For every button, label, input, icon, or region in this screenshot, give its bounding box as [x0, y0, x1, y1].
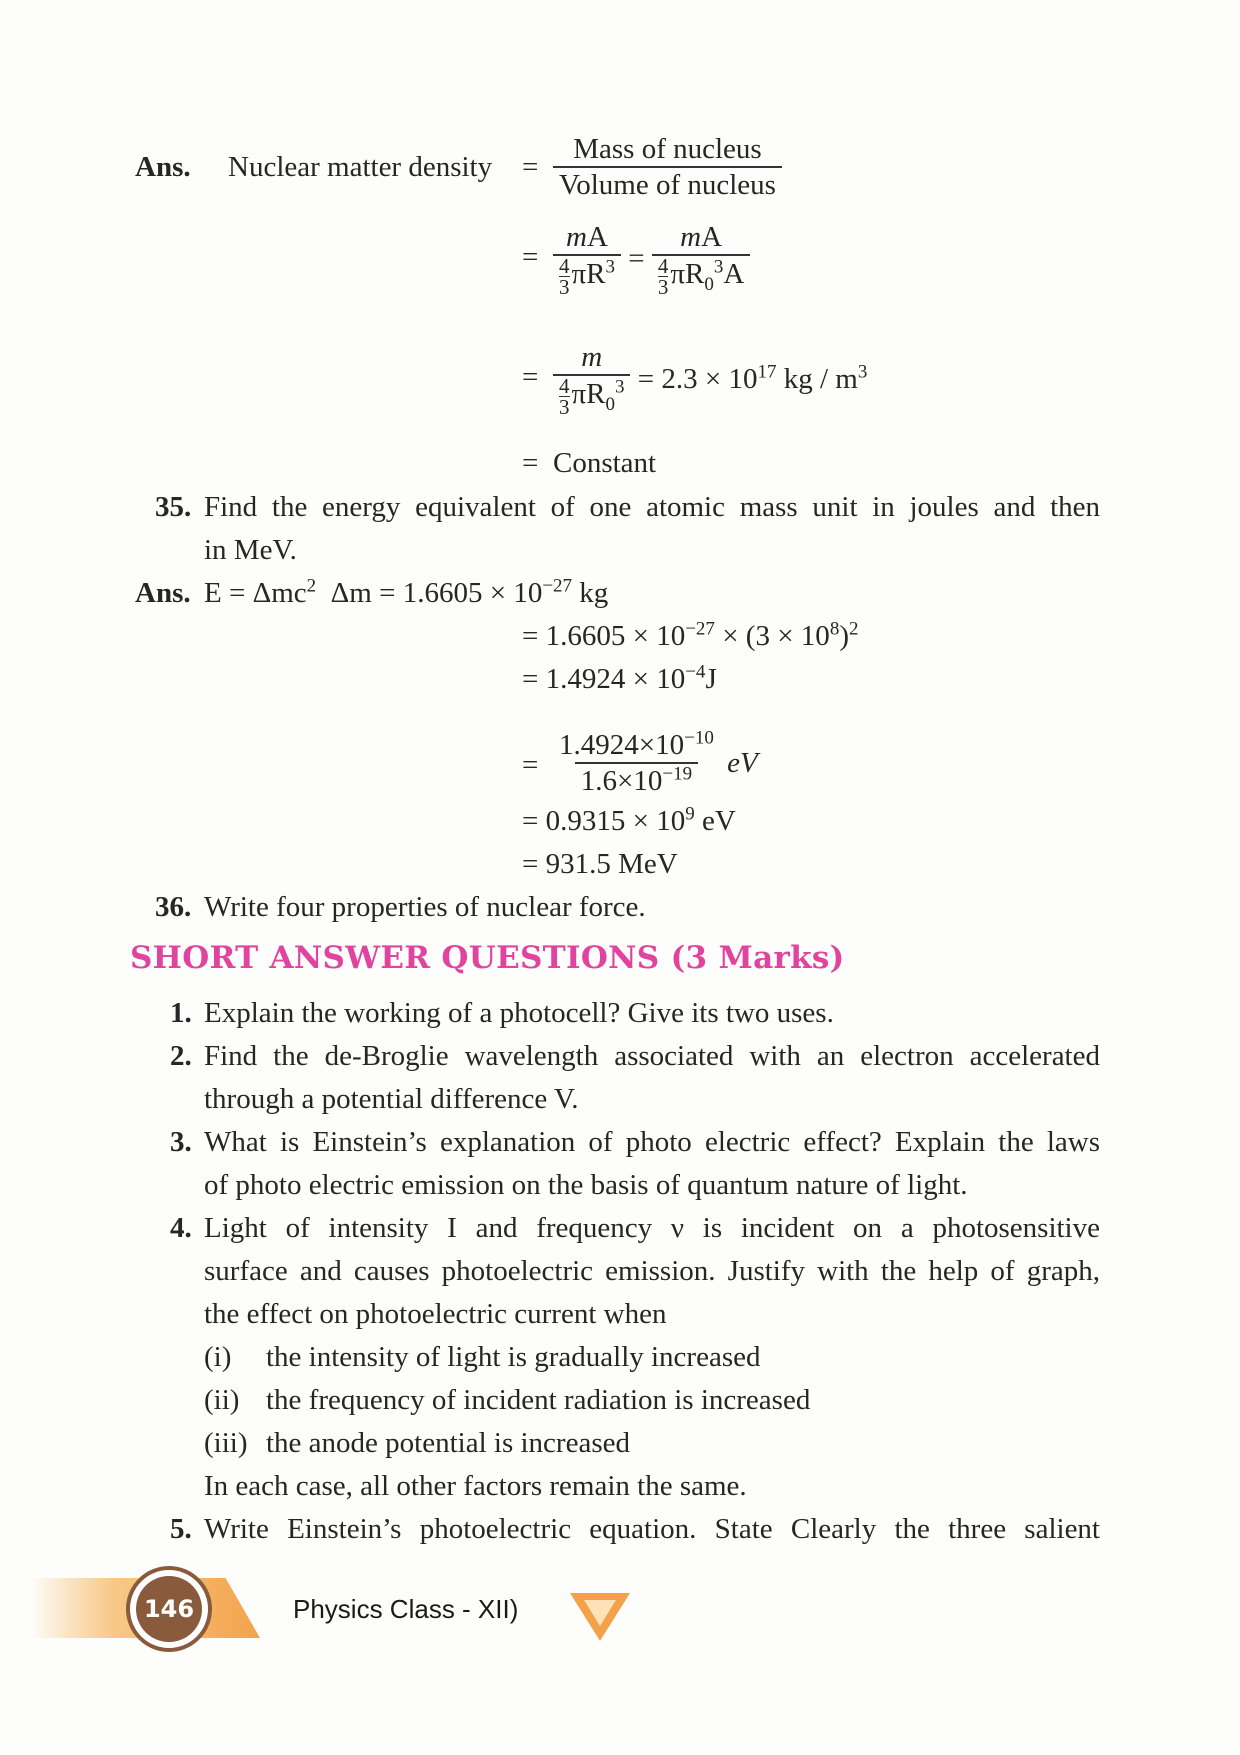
density-step-2: m $\frac{4}{3}$ $\pi R_0^3$ = $2.3 \times 10^{17}$ kg / $m^3$ — [553, 340, 867, 417]
short-q5-line1: Write Einstein’s photoelectric equation. State Clearly the three salient — [204, 1513, 1100, 1545]
density-lhs: Nuclear matter density — [228, 151, 493, 183]
density-denominator: Volume of nucleus — [553, 166, 782, 202]
short-q4-number: 4. — [170, 1212, 192, 1244]
short-q4-line3: the effect on photoelectric current when — [204, 1298, 667, 1330]
question-35-line2: in MeV. — [204, 534, 297, 566]
short-q3-number: 3. — [170, 1126, 192, 1158]
density-numerator: Mass of nucleus — [573, 133, 762, 165]
short-q1-line1: Explain the working of a photocell? Give its two uses. — [204, 997, 834, 1029]
sub-item-text: the frequency of incident radiation is increased — [266, 1384, 811, 1416]
question-35-number: 35. — [155, 491, 192, 523]
sub-item-label: (i) — [204, 1341, 232, 1373]
density-fraction — [553, 132, 782, 202]
answer-35-line6: = 931.5 MeV — [522, 848, 678, 880]
density-constant: Constant — [553, 447, 657, 479]
sub-item-label: (ii) — [204, 1384, 240, 1416]
sub-item-text: the anode potential is increased — [266, 1427, 630, 1459]
short-q4-line2: surface and causes photoelectric emission. Justify with the help of graph, — [204, 1255, 1100, 1287]
question-35-line1: Find the energy equivalent of one atomic mass unit in joules and then — [204, 491, 1100, 523]
answer-35-label: Ans. — [135, 577, 191, 609]
answer-35-line5: = $0.9315 \times 10^9$ eV — [522, 803, 736, 837]
footer-title: Physics Class - XII) — [293, 1594, 519, 1624]
short-q2-line2: through a potential difference V. — [204, 1083, 579, 1115]
short-q2-line1: Find the de-Broglie wavelength associated with an electron accelerated — [204, 1040, 1100, 1072]
page-number: 146 — [136, 1576, 202, 1642]
density-result: 2.3 × 10 — [661, 362, 758, 395]
question-36-text: Write four properties of nuclear force. — [204, 891, 646, 923]
answer-35-line3: = $1.4924 \times 10^{-4}J$ — [522, 661, 717, 695]
answer-35-line2: = $1.6605 \times 10^{-27} \times (3 \times 10^8)^2$ — [522, 618, 859, 652]
short-q3-line1: What is Einstein’s explanation of photo electric effect? Explain the laws — [204, 1126, 1100, 1158]
question-36-number: 36. — [155, 891, 192, 923]
short-q3-line2: of photo electric emission on the basis of quantum nature of light. — [204, 1169, 968, 1201]
footer-triangle-inner-icon — [584, 1600, 616, 1626]
density-step-1: mA $\frac{4}{3}$ $\pi R^3$ = mA $\frac{4}{3}$ $\pi R_0^3A$ — [553, 220, 750, 297]
answer-35-line1: E = Δmc$^2$ $\Delta m = 1.6605 \times 10^{-27}$ kg — [204, 575, 609, 609]
sub-item-label: (iii) — [204, 1427, 248, 1459]
short-q4-line1: Light of intensity I and frequency ν is incident on a photosensitive — [204, 1212, 1100, 1244]
answer-35-fraction: $\frac{1.4924\times 10^{-10}}{1.6\times 10^{-19}}$ eV — [559, 727, 758, 797]
q4-note: In each case, all other factors remain the same. — [204, 1470, 747, 1502]
short-q2-number: 2. — [170, 1040, 192, 1072]
answer-label: Ans. — [135, 151, 191, 183]
short-q5-number: 5. — [170, 1513, 192, 1545]
page-number-badge — [126, 1566, 212, 1652]
short-q1-number: 1. — [170, 997, 192, 1029]
section-heading: SHORT ANSWER QUESTIONS (3 Marks) — [130, 940, 845, 976]
sub-item-text: the intensity of light is gradually increased — [266, 1341, 761, 1373]
